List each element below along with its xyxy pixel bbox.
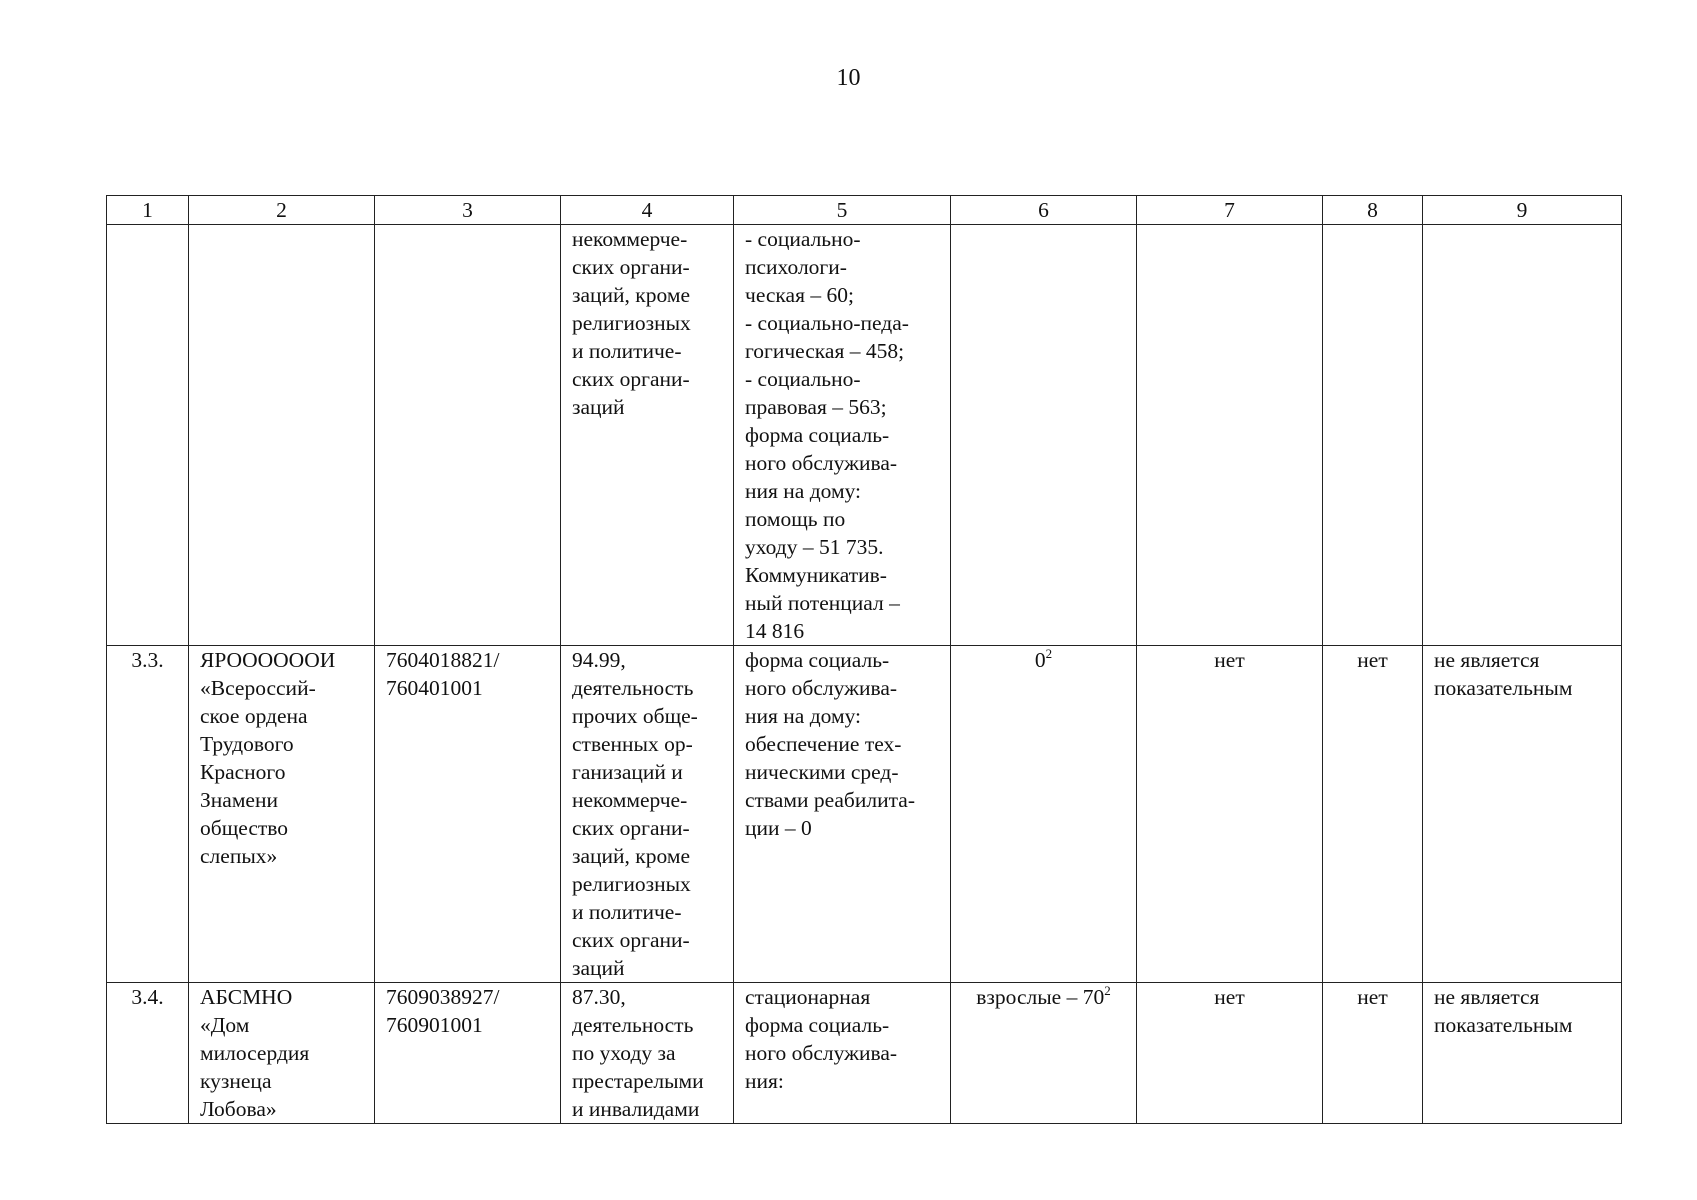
row-number: 3.3. <box>107 646 189 983</box>
footnote-mark: 2 <box>1045 646 1053 661</box>
column-number: 4 <box>561 196 734 225</box>
column-number: 5 <box>734 196 951 225</box>
recipients-count <box>951 983 1137 1124</box>
text-line: религиозных <box>572 311 691 335</box>
text-line: 87.30, <box>572 985 626 1009</box>
text-line: правовая – 563; <box>745 395 887 419</box>
text-line: ственных ор- <box>572 732 693 756</box>
text-line: заций <box>572 395 625 419</box>
column-number: 9 <box>1423 196 1622 225</box>
text-line: - социально- <box>745 227 861 251</box>
text-line: некоммерче- <box>572 788 688 812</box>
column-number: 8 <box>1323 196 1423 225</box>
text-line: обеспечение тех- <box>745 732 902 756</box>
text-line: ганизаций и <box>572 760 683 784</box>
text-line: не является <box>1434 648 1540 672</box>
text-line: ническими сред- <box>745 760 899 784</box>
column-number-row <box>107 196 1622 225</box>
text-line: и политиче- <box>572 339 682 363</box>
col7-value: нет <box>1137 983 1323 1124</box>
text-line: престарелыми <box>572 1069 704 1093</box>
text-line: форма социаль- <box>745 648 890 672</box>
text-line: Лобова» <box>200 1097 277 1121</box>
text-line: ния на дому: <box>745 704 862 728</box>
text-line: ный потенциал – <box>745 591 900 615</box>
text-line: Красного <box>200 760 286 784</box>
column-number: 7 <box>1137 196 1323 225</box>
text-line: деятельность <box>572 676 694 700</box>
text-line: ское ордена <box>200 704 308 728</box>
text-line: по уходу за <box>572 1041 676 1065</box>
text-line: показательным <box>1434 676 1573 700</box>
text-line: психологи- <box>745 255 847 279</box>
column-number: 6 <box>951 196 1137 225</box>
cell-empty <box>1323 225 1423 646</box>
text-line: некоммерче- <box>572 227 688 251</box>
text-line: и политиче- <box>572 900 682 924</box>
column-number: 2 <box>189 196 375 225</box>
row-number: 3.4. <box>107 983 189 1124</box>
cell-empty <box>1137 225 1323 646</box>
text-line: ствами реабилита- <box>745 788 915 812</box>
text-line: 760401001 <box>386 676 483 700</box>
text-line: прочих обще- <box>572 704 698 728</box>
text-line: ских органи- <box>572 816 690 840</box>
footnote-mark: 2 <box>1104 983 1111 998</box>
text-line: стационарная <box>745 985 871 1009</box>
col8-value: нет <box>1323 983 1423 1124</box>
text-line: форма социаль- <box>745 423 890 447</box>
text-line: помощь по <box>745 507 846 531</box>
text-line: 14 816 <box>745 619 805 643</box>
text-line: 7604018821/ <box>386 648 500 672</box>
cell-empty <box>107 225 189 646</box>
cell-empty <box>1423 225 1622 646</box>
cell-empty <box>189 225 375 646</box>
text-line: кузнеца <box>200 1069 272 1093</box>
text-line: заций, кроме <box>572 283 690 307</box>
column-number: 1 <box>107 196 189 225</box>
table-row <box>107 983 1622 1124</box>
text-line: заций, кроме <box>572 844 690 868</box>
text-line: религиозных <box>572 872 691 896</box>
text-line: 760901001 <box>386 1013 483 1037</box>
services-cell <box>734 983 951 1124</box>
text-line: заций <box>572 956 625 980</box>
text-line: ния: <box>745 1069 784 1093</box>
text-line: деятельность <box>572 1013 694 1037</box>
text-line: Коммуникатив- <box>745 563 887 587</box>
text-line: ских органи- <box>572 928 690 952</box>
text-line: ских органи- <box>572 367 690 391</box>
column-number: 3 <box>375 196 561 225</box>
text-line: ции – 0 <box>745 816 812 840</box>
text-line: уходу – 51 735. <box>745 535 884 559</box>
text-line: форма социаль- <box>745 1013 890 1037</box>
text-line: Знамени <box>200 788 278 812</box>
text-line: АБСМНО <box>200 985 293 1009</box>
text-line: ного обслужива- <box>745 451 898 475</box>
recipients-count-text: взрослые – 70 <box>976 985 1105 1009</box>
col8-value: нет <box>1323 646 1423 983</box>
text-line: ного обслужива- <box>745 676 898 700</box>
activity-cell <box>561 646 734 983</box>
table-row <box>107 646 1622 983</box>
recipients-count <box>951 646 1137 983</box>
recipients-count-text: 0 <box>1034 648 1046 672</box>
text-line: 94.99, <box>572 648 626 672</box>
cell-empty <box>951 225 1137 646</box>
col7-value: нет <box>1137 646 1323 983</box>
cell-empty <box>375 225 561 646</box>
col9-value <box>1423 646 1622 983</box>
col9-value <box>1423 983 1622 1124</box>
text-line: «Дом <box>200 1013 250 1037</box>
text-line: ЯРООООООИ <box>200 648 336 672</box>
registry-table <box>106 195 1622 1124</box>
organization-name <box>189 983 375 1124</box>
text-line: ских органи- <box>572 255 690 279</box>
text-line: и инвалидами <box>572 1097 700 1121</box>
text-line: - социально-педа- <box>745 311 909 335</box>
text-line: - социально- <box>745 367 861 391</box>
text-line: слепых» <box>200 844 278 868</box>
text-line: «Всероссий- <box>200 676 316 700</box>
services-cell <box>734 225 951 646</box>
text-line: ческая – 60; <box>745 283 854 307</box>
activity-cell <box>561 983 734 1124</box>
text-line: ния на дому: <box>745 479 862 503</box>
text-line: общество <box>200 816 289 840</box>
activity-cell <box>561 225 734 646</box>
text-line: Трудового <box>200 732 294 756</box>
text-line: ного обслужива- <box>745 1041 898 1065</box>
services-cell <box>734 646 951 983</box>
text-line: милосердия <box>200 1041 310 1065</box>
text-line: показательным <box>1434 1013 1573 1037</box>
text-line: не является <box>1434 985 1540 1009</box>
organization-name <box>189 646 375 983</box>
page-number: 10 <box>836 65 861 91</box>
text-line: гогическая – 458; <box>745 339 905 363</box>
text-line: 7609038927/ <box>386 985 500 1009</box>
continuation-row <box>107 225 1622 646</box>
inn-kpp <box>375 983 561 1124</box>
inn-kpp <box>375 646 561 983</box>
